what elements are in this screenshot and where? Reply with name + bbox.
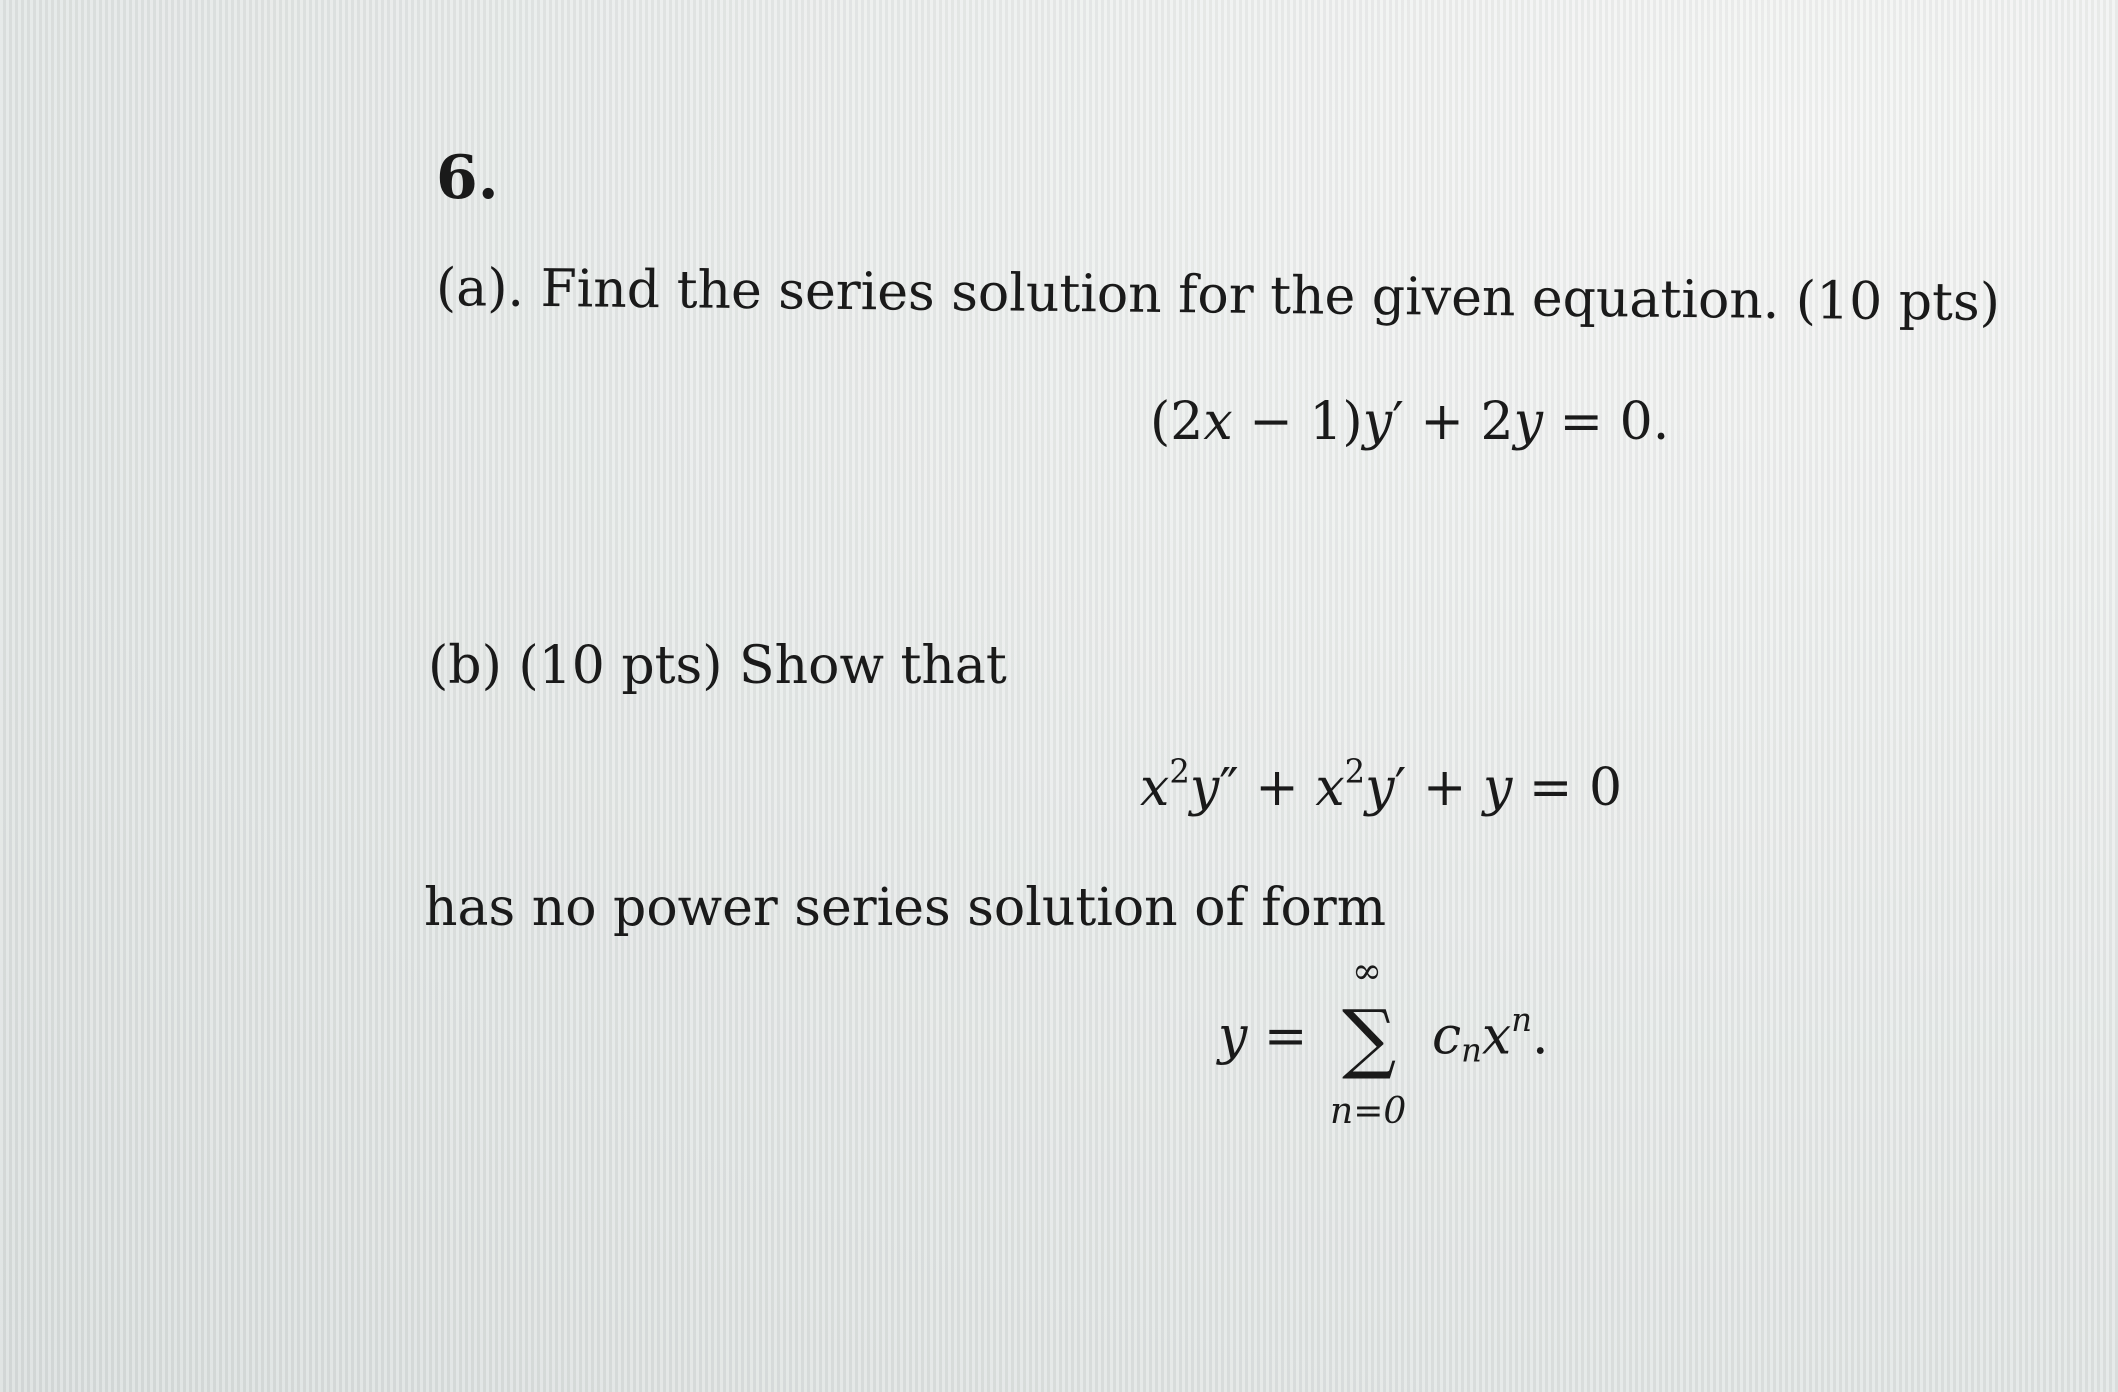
part-b-continuation: has no power series solution of form xyxy=(424,878,1386,938)
question-number: 6. xyxy=(436,143,499,213)
eq-b-y3: y xyxy=(1483,758,1513,818)
series-c: c xyxy=(1432,1006,1462,1067)
sum-lower-limit: n=0 xyxy=(1330,1091,1407,1132)
eq-a-rhs: = 0. xyxy=(1543,392,1670,452)
eq-a-plus-two: + 2 xyxy=(1403,392,1514,452)
eq-b-x2: x xyxy=(1315,758,1345,818)
eq-b-y2: y xyxy=(1365,758,1395,818)
eq-a-open: (2 xyxy=(1150,392,1204,452)
eq-b-sup1: 2 xyxy=(1169,752,1190,791)
eq-a-prime: ′ xyxy=(1392,392,1404,452)
eq-a-minus-one: − 1) xyxy=(1232,392,1363,452)
eq-b-plus2: + xyxy=(1406,758,1483,818)
eq-b-rhs: = 0 xyxy=(1512,758,1623,818)
eq-a-y: y xyxy=(1362,392,1393,452)
sigma-symbol: ∑ xyxy=(1342,993,1397,1082)
eq-a-y2: y xyxy=(1513,392,1544,452)
series-x: x xyxy=(1481,1006,1512,1067)
series-c-subscript: n xyxy=(1461,1031,1482,1070)
part-b-equation xyxy=(1140,752,1623,818)
series-equals: = xyxy=(1247,1006,1325,1067)
series-period: . xyxy=(1532,1006,1549,1067)
series-equation xyxy=(1218,951,1549,1132)
sum-upper-limit: ∞ xyxy=(1352,951,1383,992)
eq-b-prime: ′ xyxy=(1394,758,1407,818)
eq-b-plus1: + xyxy=(1238,758,1316,818)
series-y: y xyxy=(1218,1006,1248,1067)
part-a-prompt: (a). Find the series solution for the given equation. (10 pts) xyxy=(435,258,2001,334)
part-a-equation xyxy=(1150,392,1670,452)
eq-b-y1: y xyxy=(1189,758,1220,818)
eq-b-double-prime: ″ xyxy=(1219,758,1239,818)
summation xyxy=(1330,951,1424,1132)
eq-b-x1: x xyxy=(1140,758,1170,818)
eq-a-x: x xyxy=(1203,392,1233,452)
eq-b-sup2: 2 xyxy=(1344,752,1366,791)
series-x-exponent: n xyxy=(1511,1000,1533,1039)
part-b-prompt: (b) (10 pts) Show that xyxy=(428,636,1007,696)
